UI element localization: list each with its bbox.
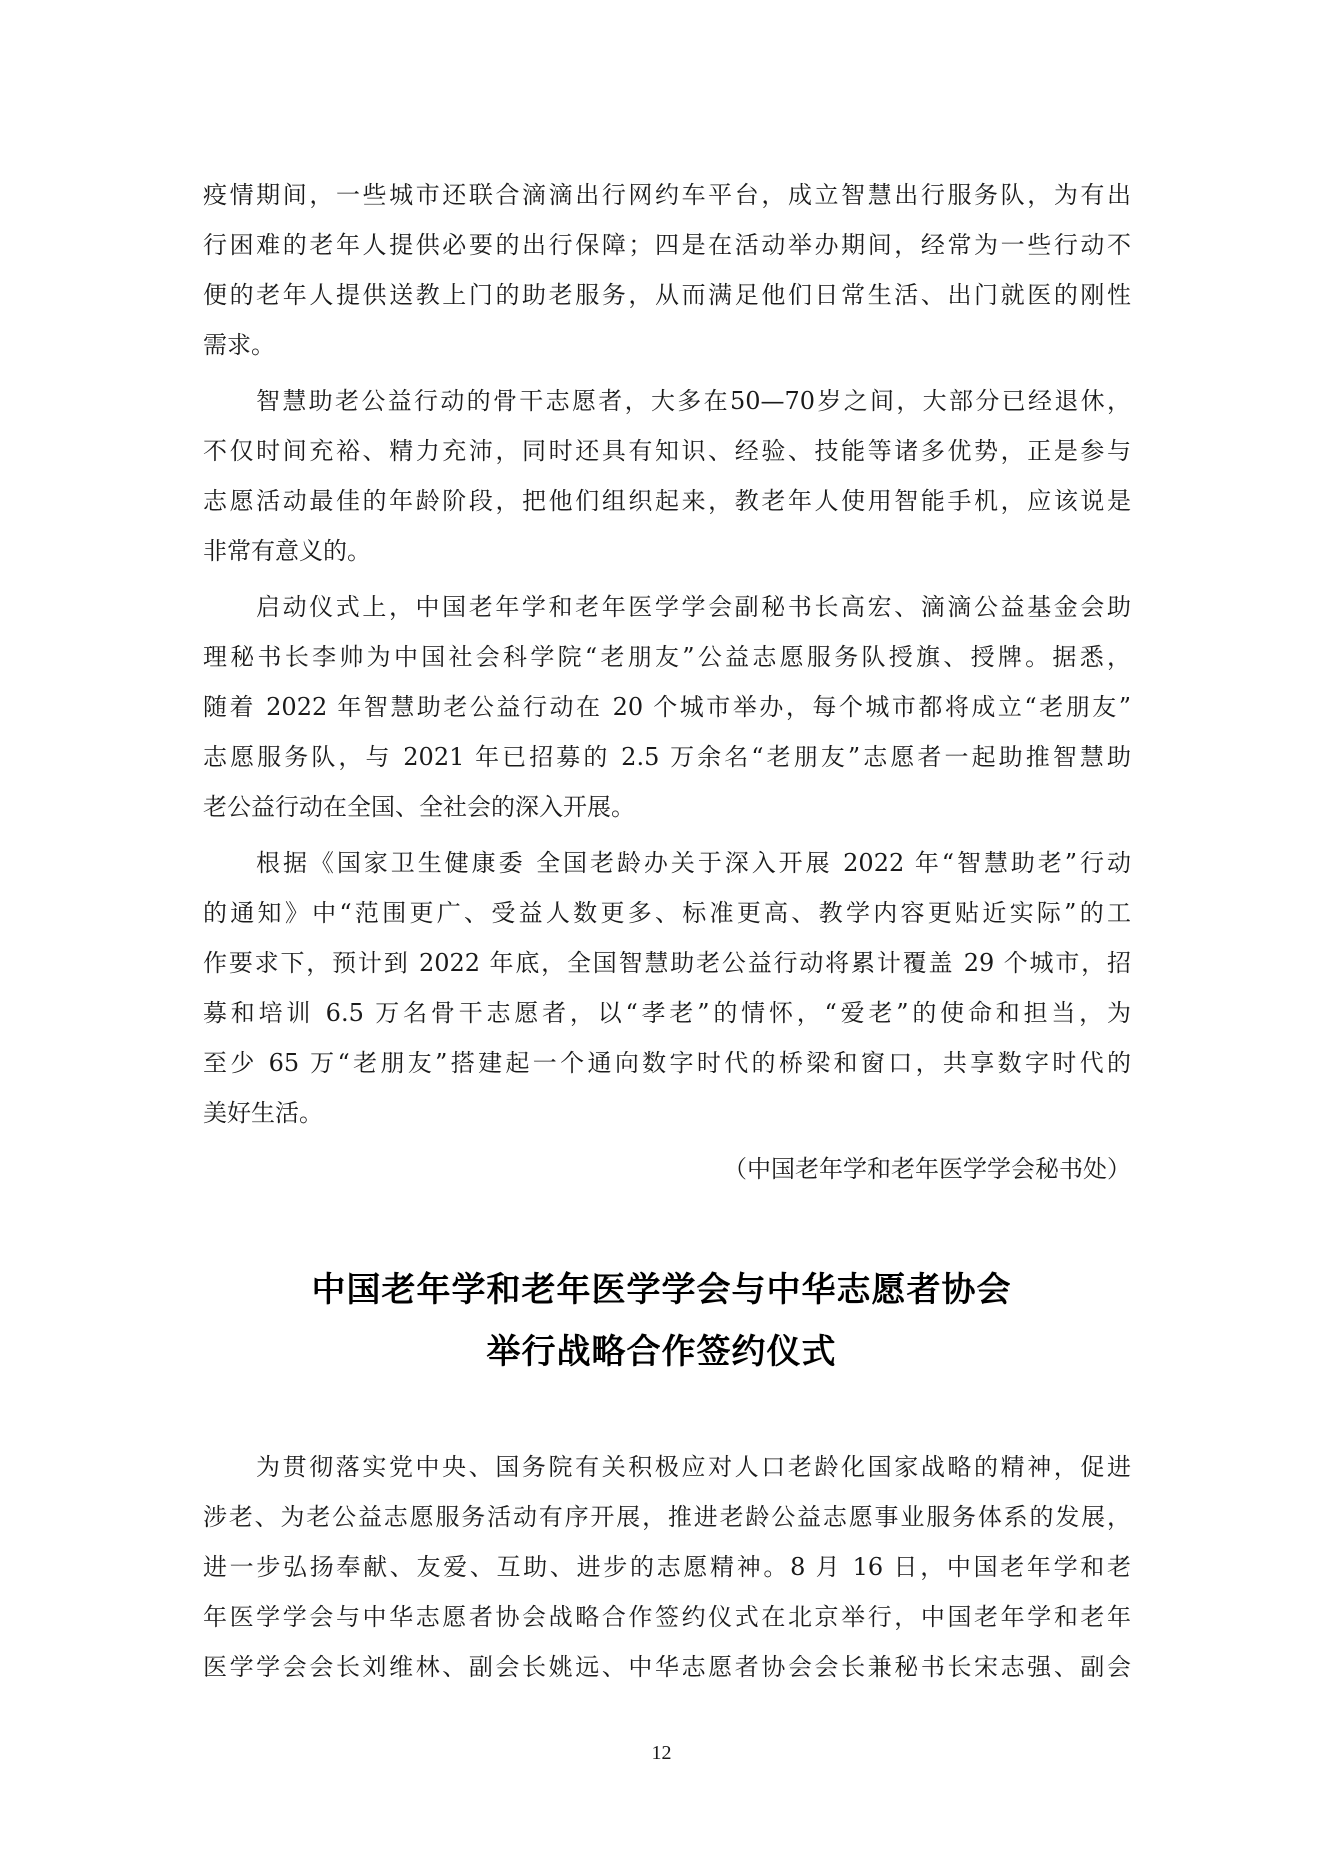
body-line: 作要求下，预计到 2022 年底，全国智慧助老公益行动将累计覆盖 29 个城市，招 bbox=[203, 949, 1131, 977]
body-line: 医学学会会长刘维林、副会长姚远、中华志愿者协会会长兼秘书长宋志强、副会 bbox=[203, 1653, 1131, 1681]
body-line: 非常有意义的。 bbox=[203, 537, 371, 565]
body-line: 募和培训 6.5 万名骨干志愿者，以“孝老”的情怀，“爱老”的使命和担当，为 bbox=[203, 999, 1131, 1027]
body-line: 便的老年人提供送教上门的助老服务，从而满足他们日常生活、出门就医的刚性 bbox=[203, 281, 1131, 309]
body-line: 需求。 bbox=[203, 331, 275, 359]
body-line: 年医学学会与中华志愿者协会战略合作签约仪式在北京举行，中国老年学和老年 bbox=[203, 1603, 1131, 1631]
body-line: 志愿服务队，与 2021 年已招募的 2.5 万余名“老朋友”志愿者一起助推智慧助 bbox=[203, 743, 1131, 771]
body-line: 理秘书长李帅为中国社会科学院“老朋友”公益志愿服务队授旗、授牌。据悉， bbox=[203, 643, 1131, 671]
body-line: 美好生活。 bbox=[203, 1099, 323, 1127]
body-line: 的通知》中“范围更广、受益人数更多、标准更高、教学内容更贴近实际”的工 bbox=[203, 899, 1131, 927]
body-line: 进一步弘扬奉献、友爱、互助、进步的志愿精神。8 月 16 日，中国老年学和老 bbox=[203, 1553, 1131, 1581]
article-title-line-2: 举行战略合作签约仪式 bbox=[486, 1332, 837, 1372]
body-line: 启动仪式上，中国老年学和老年医学学会副秘书长高宏、滴滴公益基金会助 bbox=[256, 593, 1131, 621]
body-line: 涉老、为老公益志愿服务活动有序开展，推进老龄公益志愿事业服务体系的发展， bbox=[203, 1503, 1131, 1531]
body-line: 行困难的老年人提供必要的出行保障；四是在活动举办期间，经常为一些行动不 bbox=[203, 231, 1131, 259]
body-line: 智慧助老公益行动的骨干志愿者，大多在50—70岁之间，大部分已经退休， bbox=[256, 387, 1131, 415]
body-line: 疫情期间，一些城市还联合滴滴出行网约车平台，成立智慧出行服务队，为有出 bbox=[203, 181, 1131, 209]
body-line: 至少 65 万“老朋友”搭建起一个通向数字时代的桥梁和窗口，共享数字时代的 bbox=[203, 1049, 1131, 1077]
body-line: 不仅时间充裕、精力充沛，同时还具有知识、经验、技能等诸多优势，正是参与 bbox=[203, 437, 1131, 465]
body-line: 随着 2022 年智慧助老公益行动在 20 个城市举办，每个城市都将成立“老朋友” bbox=[203, 693, 1131, 721]
article-signature: （中国老年学和老年医学学会秘书处） bbox=[723, 1155, 1131, 1183]
body-line: 老公益行动在全国、全社会的深入开展。 bbox=[203, 793, 635, 821]
body-line: 为贯彻落实党中央、国务院有关积极应对人口老龄化国家战略的精神，促进 bbox=[256, 1453, 1131, 1481]
article-title-line-1: 中国老年学和老年医学学会与中华志愿者协会 bbox=[311, 1270, 1012, 1310]
body-line: 根据《国家卫生健康委 全国老龄办关于深入开展 2022 年“智慧助老”行动 bbox=[256, 849, 1131, 877]
body-line: 志愿活动最佳的年龄阶段，把他们组织起来，教老年人使用智能手机，应该说是 bbox=[203, 487, 1131, 515]
page-number: 12 bbox=[651, 1742, 672, 1764]
